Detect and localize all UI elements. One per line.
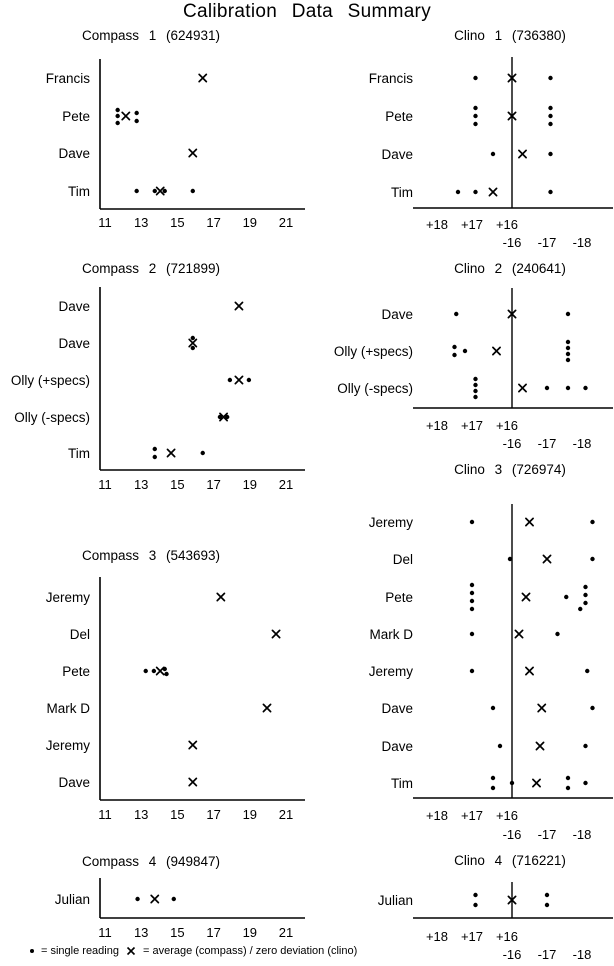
reading-dot	[548, 106, 552, 110]
row-label: Tim	[391, 185, 413, 200]
x-tick-label: 13	[133, 807, 149, 822]
plot-title: Clino 1 (736380)	[454, 28, 566, 43]
row-label: Dave	[381, 701, 413, 716]
reading-dot	[470, 632, 474, 636]
reading-dot	[583, 593, 587, 597]
average-x-marker	[217, 593, 224, 600]
reading-dot	[144, 669, 148, 673]
reading-dot	[473, 893, 477, 897]
row-label: Olly (+specs)	[333, 344, 413, 359]
reading-dot	[191, 346, 195, 350]
x-tick-label: 21	[278, 477, 294, 492]
reading-dot	[228, 378, 232, 382]
x-tick-label: 17	[206, 925, 221, 940]
x-tick-label: 15	[170, 925, 185, 940]
plot-title: Compass 3 (543693)	[81, 548, 221, 563]
average-x-marker	[189, 149, 196, 156]
reading-dot	[452, 353, 456, 357]
x-tick-label: 21	[278, 925, 294, 940]
reading-dot	[590, 557, 594, 561]
x-tick-label: 21	[278, 807, 294, 822]
row-label: Dave	[381, 307, 413, 322]
reading-dot	[134, 119, 138, 123]
x-tick-label: 19	[242, 477, 258, 492]
neg-tick-label: -17	[537, 827, 557, 842]
reading-dot	[473, 122, 477, 126]
reading-dot	[583, 585, 587, 589]
average-x-marker	[151, 895, 158, 902]
x-tick-label: 19	[242, 925, 258, 940]
row-label: Dave	[58, 775, 90, 790]
reading-dot	[470, 583, 474, 587]
row-label: Olly (-specs)	[14, 410, 90, 425]
reading-dot	[153, 189, 157, 193]
reading-dot	[152, 669, 156, 673]
reading-dot	[548, 76, 552, 80]
reading-dot	[470, 520, 474, 524]
neg-tick-label: -18	[572, 947, 592, 962]
reading-dot	[583, 386, 587, 390]
neg-tick-label: -18	[572, 436, 592, 451]
single-reading-dot-icon	[30, 949, 34, 953]
row-label: Dave	[58, 299, 90, 314]
average-x-marker	[272, 630, 279, 637]
page-title: Calibration Data Summary	[182, 1, 431, 22]
reading-dot	[473, 106, 477, 110]
reading-dot	[473, 114, 477, 118]
x-tick-label: 11	[98, 215, 112, 230]
row-label: Jeremy	[368, 664, 413, 679]
reading-dot	[564, 595, 568, 599]
average-x-marker	[189, 741, 196, 748]
reading-dot	[191, 336, 195, 340]
average-x-marker	[493, 347, 500, 354]
reading-dot	[191, 189, 195, 193]
average-x-marker	[536, 742, 543, 749]
pos-tick-label: +16	[495, 418, 519, 433]
x-tick-label: 17	[206, 215, 221, 230]
reading-dot	[115, 108, 119, 112]
reading-dot	[566, 346, 570, 350]
pos-tick-label: +18	[425, 418, 449, 433]
reading-dot	[470, 669, 474, 673]
row-label: Del	[392, 552, 413, 567]
row-label: Dave	[58, 336, 90, 351]
pos-tick-label: +16	[495, 929, 519, 944]
pos-tick-label: +18	[425, 217, 449, 232]
row-label: Tim	[391, 776, 413, 791]
reading-dot	[491, 786, 495, 790]
reading-dot	[491, 776, 495, 780]
plot-title: Compass 2 (721899)	[81, 261, 221, 276]
row-label: Jeremy	[368, 515, 413, 530]
reading-dot	[508, 557, 512, 561]
reading-dot	[247, 378, 251, 382]
reading-dot	[115, 114, 119, 118]
reading-dot	[473, 76, 477, 80]
row-label: Julian	[377, 893, 413, 908]
neg-tick-label: -17	[537, 947, 557, 962]
reading-dot	[470, 599, 474, 603]
reading-dot	[566, 358, 570, 362]
plot-3-compass	[11, 261, 305, 492]
plot-7-compass	[55, 854, 305, 940]
average-x-marker	[263, 704, 270, 711]
average-x-marker	[519, 384, 526, 391]
pos-tick-label: +18	[425, 808, 449, 823]
reading-dot	[583, 601, 587, 605]
reading-dot	[548, 122, 552, 126]
reading-dot	[566, 312, 570, 316]
legend	[30, 943, 357, 959]
reading-dot	[545, 386, 549, 390]
neg-tick-label: -16	[502, 947, 522, 962]
reading-dot	[548, 114, 552, 118]
legend-single-reading-label: = single reading	[41, 945, 119, 957]
reading-dot	[163, 667, 167, 671]
x-tick-label: 19	[242, 215, 258, 230]
average-x-marker	[189, 339, 196, 346]
x-tick-label: 15	[170, 477, 185, 492]
x-tick-label: 17	[206, 477, 221, 492]
average-x-marker	[526, 518, 533, 525]
x-tick-label: 13	[133, 477, 149, 492]
row-label: Dave	[58, 146, 90, 161]
x-tick-label: 15	[170, 215, 185, 230]
reading-dot	[578, 607, 582, 611]
reading-dot	[498, 744, 502, 748]
reading-dot	[473, 903, 477, 907]
pos-tick-label: +18	[425, 929, 449, 944]
reading-dot	[473, 377, 477, 381]
row-label: Jeremy	[45, 738, 90, 753]
row-label: Dave	[381, 739, 413, 754]
x-tick-label: 11	[98, 477, 112, 492]
average-x-marker	[522, 593, 529, 600]
x-tick-label: 21	[278, 215, 294, 230]
average-x-marker	[519, 150, 526, 157]
plot-1-compass	[46, 28, 305, 230]
reading-dot	[545, 893, 549, 897]
reading-dot	[454, 312, 458, 316]
reading-dot	[590, 520, 594, 524]
plot-6-clino	[369, 462, 613, 842]
pos-tick-label: +16	[495, 217, 519, 232]
neg-tick-label: -17	[537, 436, 557, 451]
average-x-marker	[167, 449, 174, 456]
plot-title: Clino 4 (716221)	[454, 853, 566, 868]
row-label: Pete	[385, 590, 413, 605]
reading-dot	[548, 152, 552, 156]
reading-dot	[473, 389, 477, 393]
row-label: Tim	[68, 184, 90, 199]
reading-dot	[555, 632, 559, 636]
reading-dot	[583, 781, 587, 785]
reading-dot	[153, 455, 157, 459]
x-tick-label: 13	[133, 925, 149, 940]
row-label: Dave	[381, 147, 413, 162]
average-x-marker	[235, 302, 242, 309]
row-label: Pete	[385, 109, 413, 124]
neg-tick-label: -17	[537, 235, 557, 250]
reading-dot	[134, 189, 138, 193]
reading-dot	[566, 776, 570, 780]
reading-dot	[470, 607, 474, 611]
average-x-marker	[533, 779, 540, 786]
plot-title: Compass 4 (949847)	[81, 854, 221, 869]
average-x-marker	[235, 376, 242, 383]
x-tick-label: 11	[98, 925, 112, 940]
reading-dot	[473, 383, 477, 387]
reading-dot	[491, 706, 495, 710]
row-label: Pete	[62, 109, 90, 124]
reading-dot	[163, 189, 167, 193]
reading-dot	[452, 345, 456, 349]
row-label: Mark D	[369, 627, 413, 642]
reading-dot	[201, 451, 205, 455]
row-label: Jeremy	[45, 590, 90, 605]
reading-dot	[566, 352, 570, 356]
average-x-marker	[199, 74, 206, 81]
reading-dot	[164, 672, 168, 676]
legend-average-label: = average (compass) / zero deviation (clino)	[142, 945, 358, 957]
reading-dot	[585, 669, 589, 673]
row-label: Pete	[62, 664, 90, 679]
reading-dot	[134, 111, 138, 115]
plot-title: Clino 2 (240641)	[454, 261, 566, 276]
row-label: Julian	[54, 892, 90, 907]
x-tick-label: 17	[206, 807, 221, 822]
average-x-marker	[189, 778, 196, 785]
pos-tick-label: +17	[460, 929, 484, 944]
row-label: Olly (-specs)	[337, 381, 413, 396]
plot-title: Clino 3 (726974)	[454, 462, 566, 477]
neg-tick-label: -18	[572, 235, 592, 250]
average-x-marker	[538, 704, 545, 711]
pos-tick-label: +16	[495, 808, 519, 823]
reading-dot	[583, 744, 587, 748]
plot-title: Compass 1 (624931)	[81, 28, 221, 43]
average-x-marker	[543, 555, 550, 562]
row-label: Francis	[368, 71, 413, 86]
reading-dot	[566, 340, 570, 344]
average-x-marker	[515, 630, 522, 637]
reading-dot	[153, 447, 157, 451]
neg-tick-label: -18	[572, 827, 592, 842]
average-x-marker	[526, 667, 533, 674]
reading-dot	[115, 121, 119, 125]
plot-4-clino	[334, 261, 613, 451]
reading-dot	[470, 591, 474, 595]
neg-tick-label: -16	[502, 235, 522, 250]
row-label: Tim	[68, 446, 90, 461]
x-tick-label: 15	[170, 807, 185, 822]
reading-dot	[172, 897, 176, 901]
reading-dot	[566, 786, 570, 790]
plot-5-compass	[46, 548, 305, 822]
reading-dot	[135, 897, 139, 901]
reading-dot	[491, 152, 495, 156]
neg-tick-label: -16	[502, 827, 522, 842]
pos-tick-label: +17	[460, 808, 484, 823]
row-label: Del	[69, 627, 90, 642]
reading-dot	[225, 415, 229, 419]
plot-2-clino	[369, 28, 613, 250]
row-label: Olly (+specs)	[10, 373, 90, 388]
reading-dot	[473, 190, 477, 194]
reading-dot	[456, 190, 460, 194]
reading-dot	[510, 781, 514, 785]
average-x-marker	[489, 188, 496, 195]
reading-dot	[548, 190, 552, 194]
reading-dot	[590, 706, 594, 710]
reading-dot	[473, 395, 477, 399]
row-label: Francis	[45, 71, 90, 86]
reading-dot	[566, 386, 570, 390]
pos-tick-label: +17	[460, 217, 484, 232]
pos-tick-label: +17	[460, 418, 484, 433]
average-x-icon	[126, 946, 136, 956]
x-tick-label: 11	[98, 807, 112, 822]
plot-8-clino	[378, 853, 613, 962]
x-tick-label: 19	[242, 807, 258, 822]
x-tick-label: 13	[133, 215, 149, 230]
reading-dot	[463, 349, 467, 353]
row-label: Mark D	[46, 701, 90, 716]
reading-dot	[545, 903, 549, 907]
neg-tick-label: -16	[502, 436, 522, 451]
average-x-marker	[122, 112, 129, 119]
